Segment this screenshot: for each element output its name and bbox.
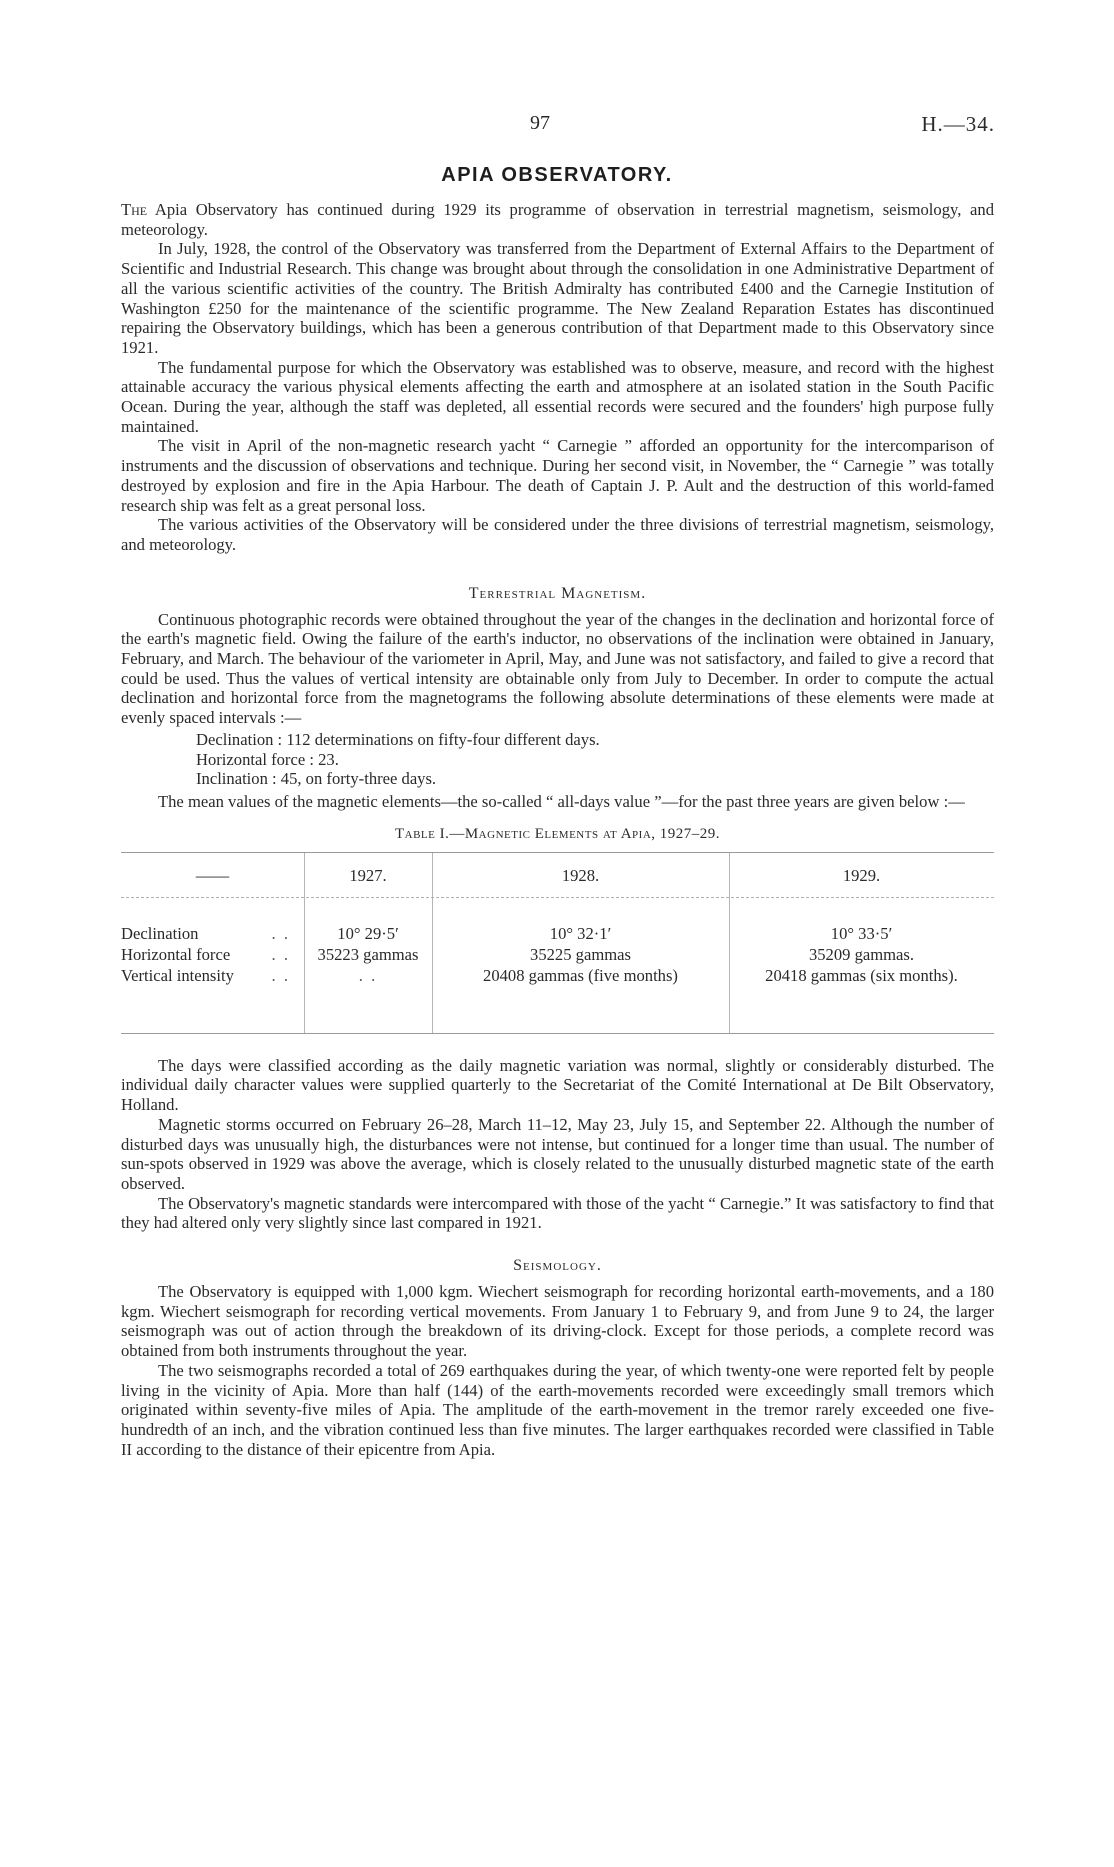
table-row-label: Declination . . (121, 923, 290, 943)
section-heading-magnetism: Terrestrial Magnetism. (468, 584, 647, 602)
document-reference: H.—34. (921, 112, 995, 136)
intro-paragraph-5: The various activities of the Observatory will be considered under the three divisions of terrestrial magnetism, seismology, and meteorology. (121, 515, 994, 554)
intro-first-word: The (121, 200, 148, 219)
magnetic-elements-table (121, 852, 994, 1034)
table-header-1928: 1928. (561, 865, 600, 885)
magnetism-paragraph-4: Magnetic storms occurred on February 26–28, March 11–12, May 23, July 15, and September 22. Although the number of disturbed days was unusually high, the disturbances were not intense, but continued for a longer time than usual. The number of sun-spots observed in 1929 was above the average, which is closely related to the unusually disturbed magnetic state of the earth observed. (121, 1114, 994, 1193)
table-cell: 20418 gammas (six months). (765, 965, 958, 985)
magnetism-paragraph-2: The mean values of the magnetic elements—the so-called “ all-days value ”—for the past three years are given below :— (158, 791, 965, 811)
table-cell: 20408 gammas (five months) (483, 965, 678, 985)
determinations-list (196, 730, 994, 789)
page-title: APIA OBSERVATORY. (441, 164, 673, 186)
table-corner: —— (195, 865, 230, 885)
spacer (121, 1034, 994, 1056)
intro-paragraph-2: In July, 1928, the control of the Observatory was transferred from the Department of External Affairs to the Department of Scientific and Industrial Research. This change was brought about through the consolidation in one Administrative Department of all the various scientific activities of the country. The British Admiralty has contributed £400 and the Carnegie Institution of Washington £250 for the maintenance of the scientific programme. The New Zealand Reparation Estates has discontinued repairing the Observatory buildings, which has been a generous contribution of that Department made to this Observatory since 1921. (121, 239, 994, 357)
intro-paragraph-1 (121, 200, 994, 239)
intro-paragraph-1-text: Apia Observatory has continued during 1929 its programme of observation in terrestrial magnetism, seismology, and meteorology. (121, 200, 994, 239)
magnetism-paragraph-3: The days were classified according as the daily magnetic variation was normal, slightly or considerably disturbed. The individual daily character values were supplied quarterly to the Secretariat of the Comité International at De Bilt Observatory, Holland. (121, 1055, 994, 1115)
table-caption: Table I.—Magnetic Elements at Apia, 1927–29. (394, 825, 721, 842)
page-header (0, 112, 1114, 142)
table-cell: . . (358, 965, 378, 985)
list-item: Inclination : 45, on forty-three days. (196, 769, 437, 789)
table-header-1927: 1927. (349, 865, 387, 885)
page-number: 97 (530, 112, 550, 134)
table-row-label: Horizontal force . . (121, 944, 290, 964)
document-body (121, 200, 994, 1459)
table-cell: 35223 gammas (317, 944, 419, 964)
table-row-label: Vertical intensity . . (121, 965, 290, 985)
list-item: Declination : 112 determinations on fifty-four different days. (196, 729, 600, 749)
seismology-paragraph-2: The two seismographs recorded a total of 269 earthquakes during the year, of which twenty-one were reported felt by people living in the vicinity of Apia. More than half (144) of the earth-movements recorded were exceedingly small tremors which originated within seventy-five miles of Apia. The amplitude of the earth-movement in the tremor rarely exceeded one five-hundredth of an inch, and the vibration continued less than five minutes. The larger earthquakes recorded were classified in Table II according to the distance of their epicentre from Apia. (121, 1360, 994, 1459)
magnetism-paragraph-5: The Observatory's magnetic standards were intercompared with those of the yacht “ Carnegie.” It was satisfactory to find that they had altered only very slightly since last compared in 1921. (121, 1193, 994, 1233)
list-item: Horizontal force : 23. (196, 749, 339, 769)
intro-paragraph-3: The fundamental purpose for which the Observatory was established was to observe, measure, and record with the highest attainable accuracy the various physical elements affecting the earth and atmosphere at an isolated station in the South Pacific Ocean. During the year, although the staff was depleted, all essential records were secured and the founders' high purpose fully maintained. (121, 357, 994, 436)
section-heading-seismology: Seismology. (513, 1257, 602, 1275)
table-cell: 35225 gammas (530, 944, 631, 964)
table-cell: 35209 gammas. (808, 944, 915, 964)
table-header-1929: 1929. (842, 865, 881, 885)
table-cell: 10° 33·5′ (830, 923, 893, 943)
seismology-paragraph-1: The Observatory is equipped with 1,000 kgm. Wiechert seismograph for recording horizontal earth-movements, and a 180 kgm. Wiechert seismograph for recording vertical movements. From January 1 to February 9, and from June 9 to 24, the larger seismograph was out of action through the breakdown of its driving-clock. Except for those periods, a complete record was obtained from both instruments throughout the year. (121, 1282, 994, 1361)
magnetism-paragraph-1: Continuous photographic records were obtained throughout the year of the changes in the declination and horizontal force of the earth's magnetic field. Owing the failure of the earth's inductor, no observations of the inclination were obtained in January, February, and March. The behaviour of the variometer in April, May, and June was not satisfactory, and failed to give a record that could be used. Thus the values of vertical intensity are obtainable only from July to December. In order to compute the actual declination and horizontal force from the magnetograms the following absolute determinations of these elements were made at evenly spaced intervals :— (121, 609, 994, 728)
table-header-rule (121, 897, 994, 898)
table-cell: 10° 29·5′ (337, 923, 399, 943)
table-cell: 10° 32·1′ (549, 923, 612, 943)
intro-paragraph-4: The visit in April of the non-magnetic research yacht “ Carnegie ” afforded an opportunity for the intercomparison of instruments and the discussion of observations and technique. During her second visit, in November, the “ Carnegie ” was totally destroyed by explosion and fire in the Apia Harbour. The death of Captain J. P. Ault and the destruction of this world-famed research ship was felt as a great personal loss. (121, 436, 994, 515)
